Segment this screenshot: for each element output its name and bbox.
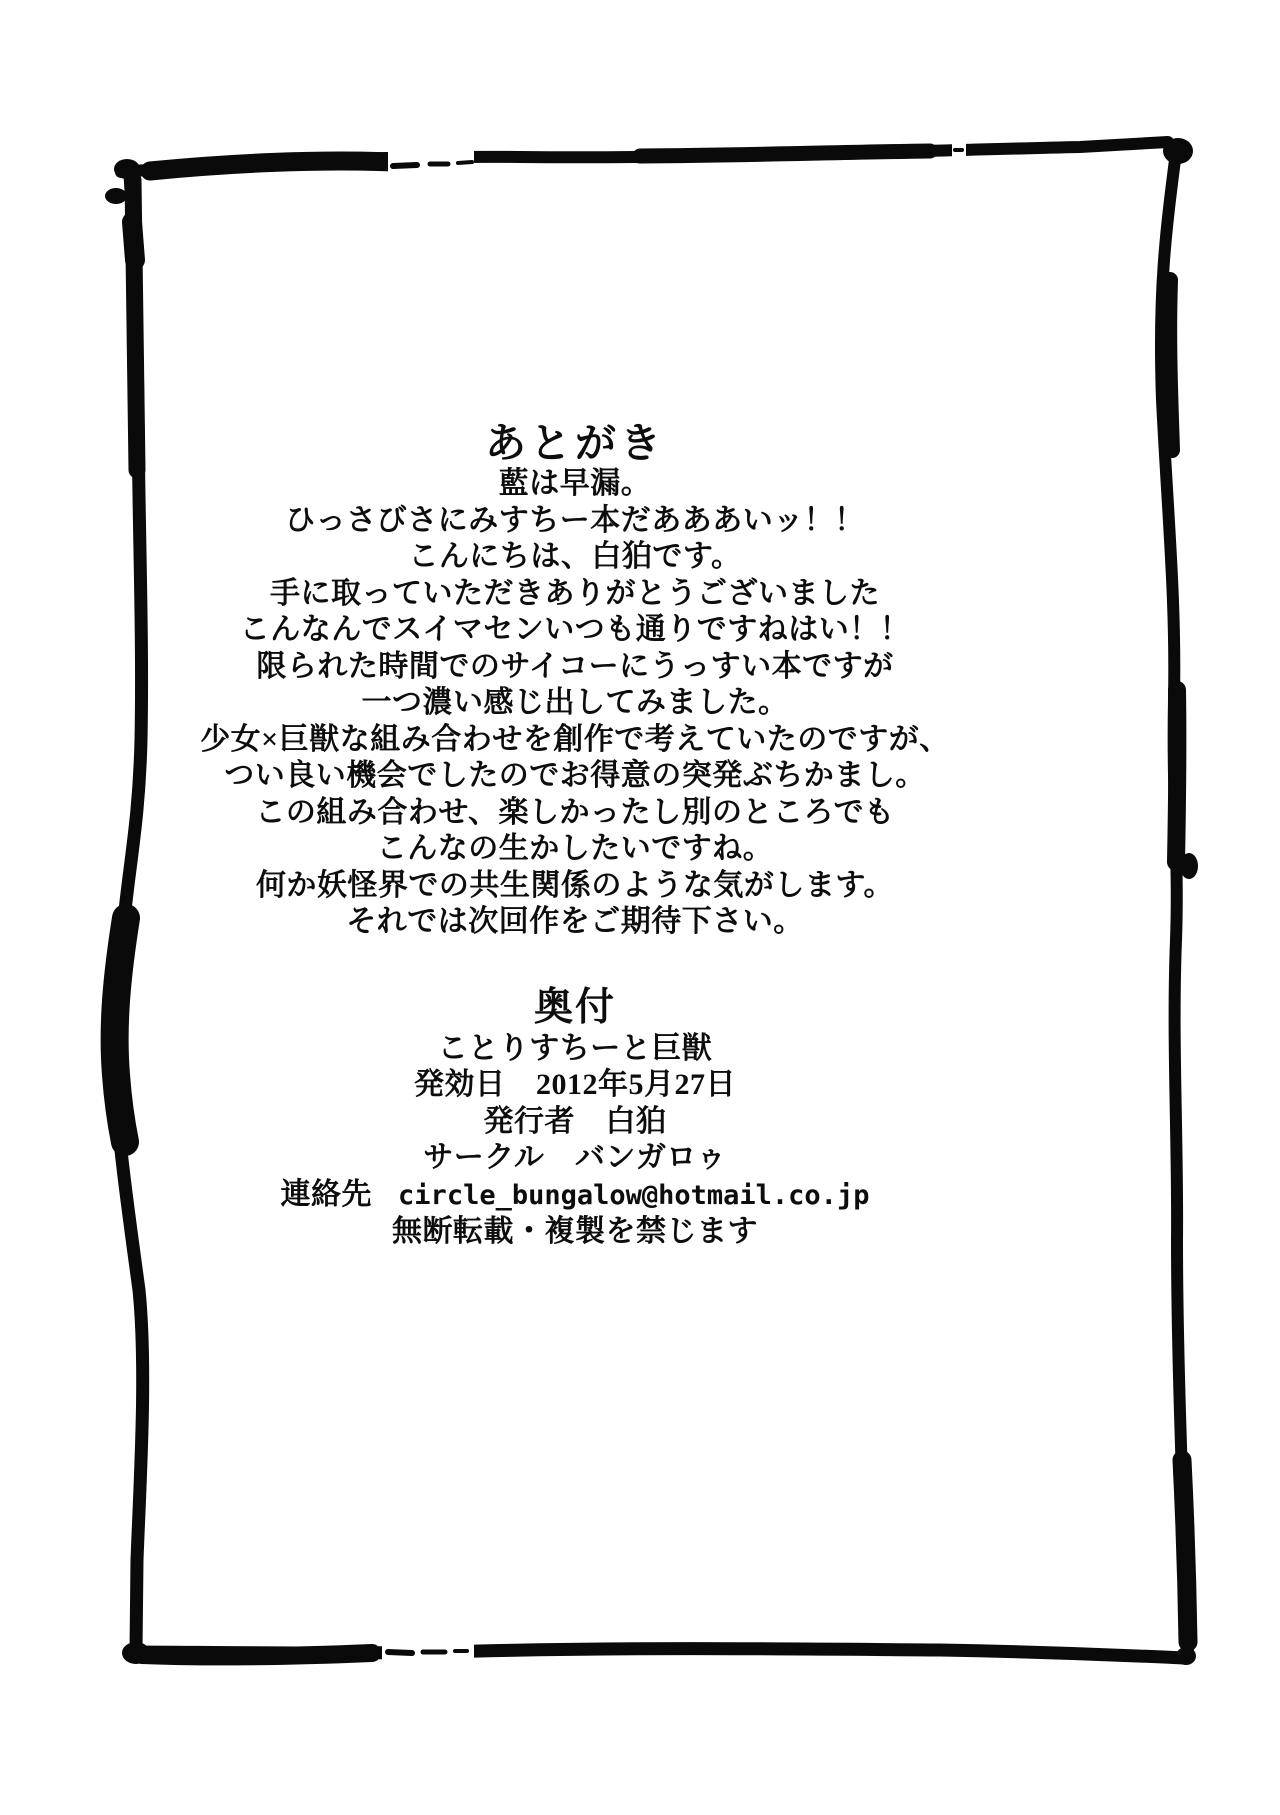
colophon-circle: サークル バンガロゥ [423,1141,727,1174]
colophon-notice: 無断転載・複製を禁じます [392,1215,758,1248]
afterword-line: 手に取っていただきありがとうございました [270,576,880,610]
page-content [10,420,1140,1251]
afterword-line: 限られた時間でのサイコーにうっすい本ですが [256,649,894,683]
afterword-line: つい良い機会でしたのでお得意の突発ぶちかまし。 [224,759,926,792]
afterword-line: それでは次回作をご期待下さい。 [346,905,804,938]
colophon-title: 奥付 [533,985,616,1029]
afterword-title: あとがき [485,420,665,466]
afterword-line: 藍は早漏。 [498,467,652,500]
afterword-line: この組み合わせ、楽しかったし別のところでも [255,795,895,829]
afterword-line: 一つ濃い感じ出してみました。 [361,686,789,719]
colophon-book-title: ことりすちーと巨獣 [437,1031,713,1065]
afterword-line: こんにちは、白狛です。 [408,540,742,573]
contact-label: 連絡先 [280,1177,373,1211]
afterword-line: 何か妖怪界での共生関係のような気がします。 [255,868,895,902]
afterword-line: こんなの生かしたいですね。 [376,832,774,865]
colophon-date: 発効日 2012年5月27日 [414,1068,736,1101]
afterword-line: こんなんでスイマセンいつも通りですねはい！！ [239,613,911,646]
colophon-publisher: 発行者 白狛 [483,1104,667,1138]
colophon-contact [10,1177,1140,1215]
contact-email: circle_bungalow@hotmail.co.jp [398,1179,870,1211]
afterword-line: ひっさびさにみすちー本だあああいッ！！ [285,503,865,537]
afterword-line: 少女×巨獣な組み合わせを創作で考えていたのですが、 [200,722,950,756]
